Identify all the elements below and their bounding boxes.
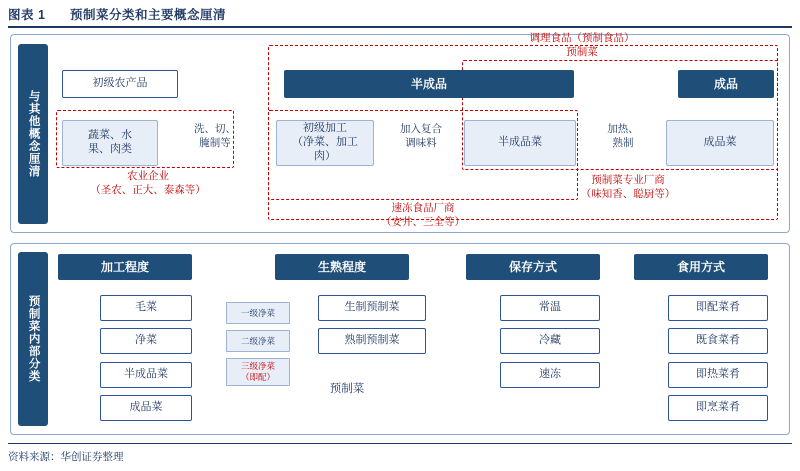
section2-side-label: 预制菜内部分类 [18,252,48,426]
item-raw-prepared-dish: 生制预制菜 [318,295,426,321]
source-note: 资料来源：华创证券整理 [8,451,124,463]
col-title-raw-cooked-degree: 生熟程度 [275,254,409,280]
item-ready-to-heat: 即热菜肴 [668,362,768,388]
item-ready-to-cook: 即烹菜肴 [668,395,768,421]
box-veg-fruit-meat: 蔬菜、水 果、肉类 [62,120,158,166]
box-primary-agri: 初级农产品 [62,70,178,98]
item-refrigerated: 冷藏 [500,328,600,354]
item-maocai: 毛菜 [100,295,192,321]
item-ambient: 常温 [500,295,600,321]
sub-result-prepared-dish: 预制菜 [329,383,365,395]
label-prepared-dish-maker: 预制菜专业厂商 （味知香、聪厨等） [580,174,676,200]
sub-item-level1-jingcai: 一级净菜 [226,302,290,324]
box-semi-finished: 半成品 [284,70,574,98]
item-semi-finished-dish: 半成品菜 [100,362,192,388]
label-wash-cut-pickle: 洗、切、 腌制等 [194,123,236,149]
figure-footer [8,443,792,465]
item-ready-to-eat: 既食菜肴 [668,328,768,354]
label-add-seasoning: 加入复合 调味料 [400,123,442,149]
label-frozen-food-maker: 速冻食品厂商 （安井、三全等） [381,202,465,228]
col-title-preservation-method: 保存方式 [466,254,600,280]
item-cooked-prepared-dish: 熟制预制菜 [318,328,426,354]
box-finished: 成品 [678,70,774,98]
item-jingcai: 净菜 [100,328,192,354]
box-primary-processing: 初级加工 （净菜、加工 肉） [276,120,374,166]
item-frozen: 速冻 [500,362,600,388]
label-prepared-food-top: 调理食品（预制食品） 预制菜 [529,32,635,58]
label-heat-cook: 加热、 熟制 [607,123,639,149]
label-agri-enterprise: 农业企业 （圣农、正大、泰森等） [90,170,206,196]
box-semi-finished-dish: 半成品菜 [464,120,576,166]
section1-side-label: 与其他概念厘清 [18,44,48,224]
page-title: 预制菜分类和主要概念厘清 [70,8,227,22]
item-ready-to-cook-prep: 即配菜肴 [668,295,768,321]
col-title-processing-degree: 加工程度 [58,254,192,280]
sub-item-level2-jingcai: 二级净菜 [226,330,290,352]
sub-item-level3-jingcai: 三级净菜 （即配） [226,358,290,386]
col-title-consumption-method: 食用方式 [634,254,768,280]
figure-number: 图表 1 [8,8,46,22]
item-finished-dish: 成品菜 [100,395,192,421]
box-finished-dish: 成品菜 [666,120,774,166]
figure-header [8,4,792,28]
